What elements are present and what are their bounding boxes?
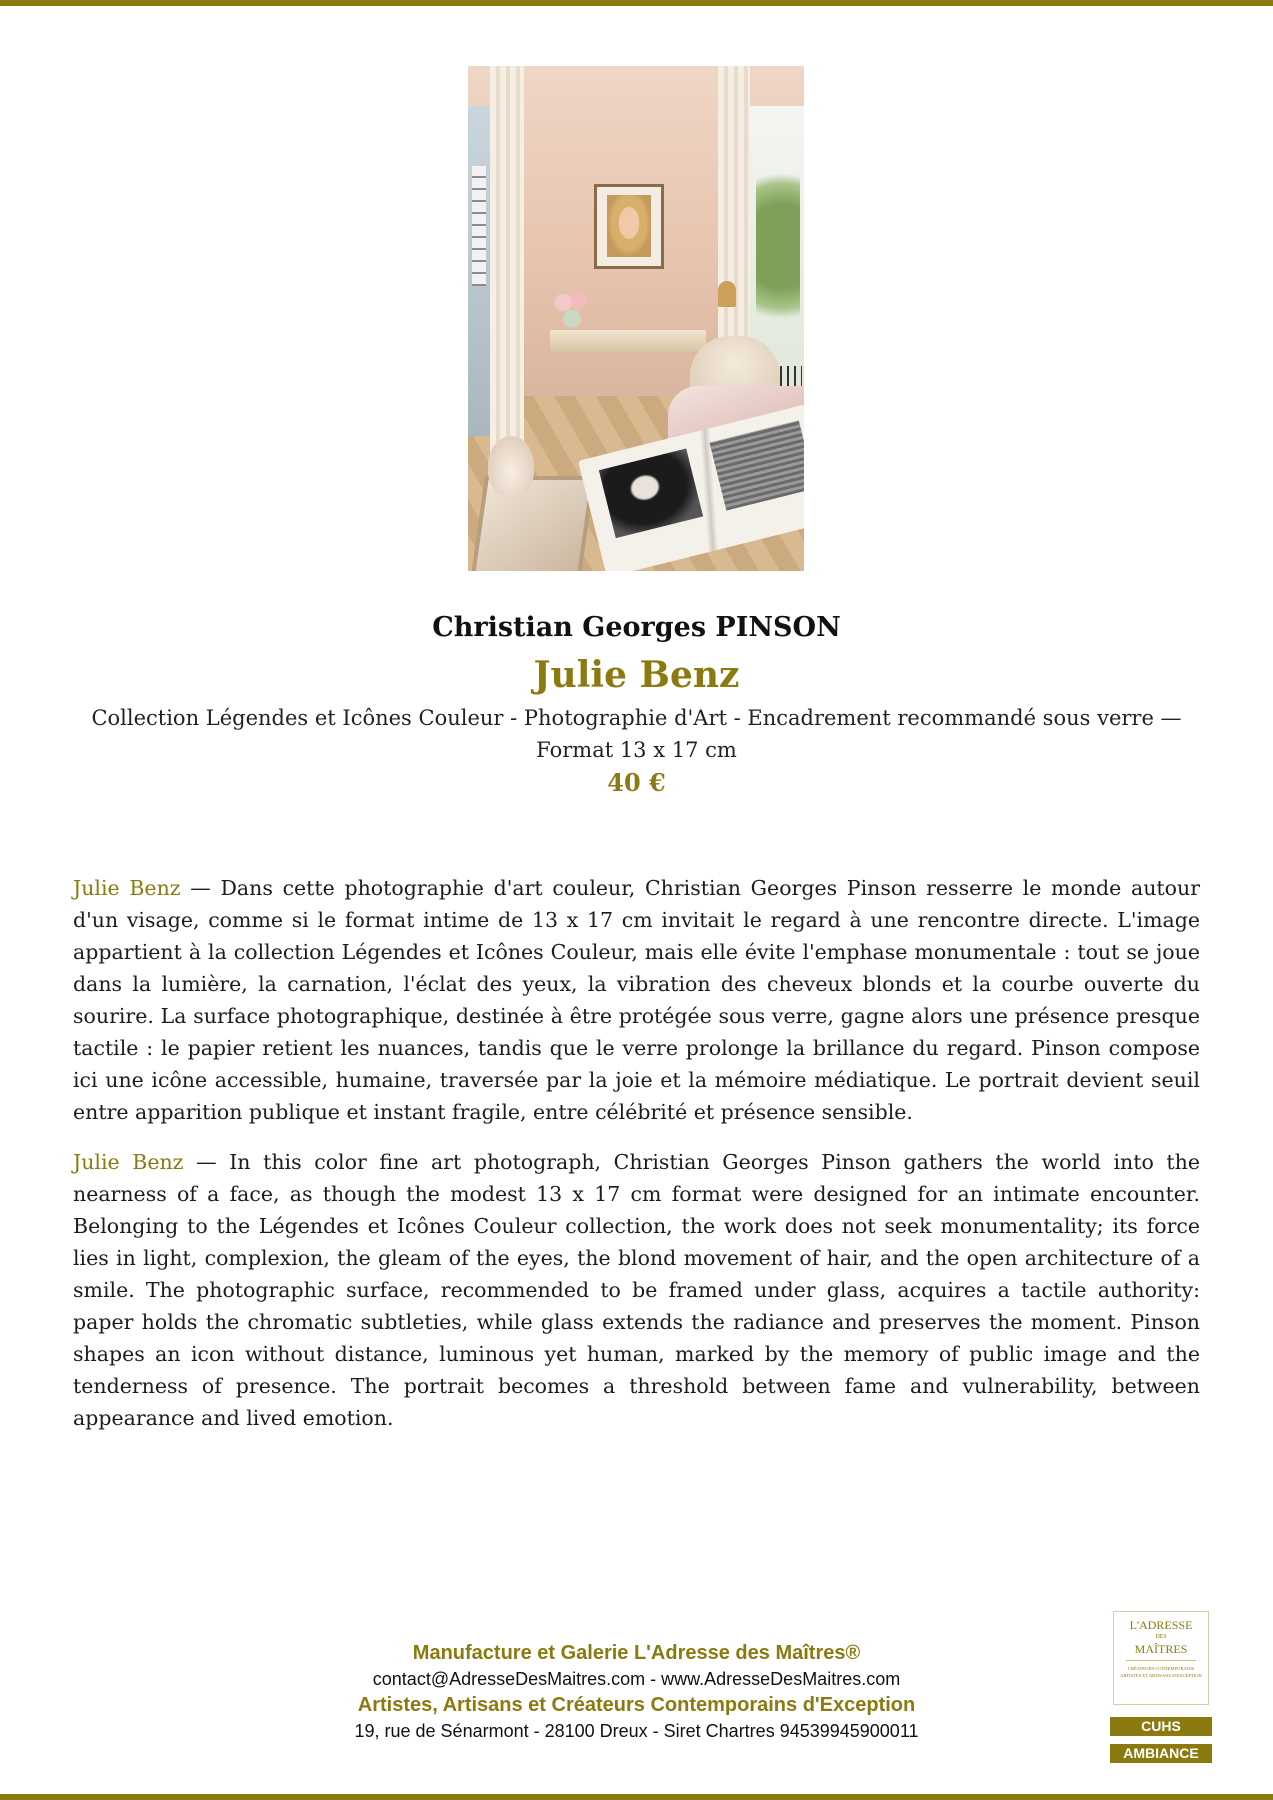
footer [240, 1640, 1033, 1744]
logo-line-4: CRÉATEURS CONTEMPORAINS ARTISTES ET ARTISANS D'EXCEPTION [1120, 1666, 1202, 1678]
photo-lamp [718, 281, 736, 307]
top-accent-bar [0, 0, 1273, 6]
footer-company: Manufacture et Galerie L'Adresse des Maîtres® [412, 1642, 861, 1664]
english-body-text: — In this color fine art photograph, Christian Georges Pinson gathers the world into the nearness of a face, as though the modest 13 x 17 cm format were designed for an intimate encounter. Belonging to the Légendes et Icônes Couleur collection, the work does not seek monumentality; its force lies in light, complexion, the gleam of the eyes, the blond movement of hair, and the open architecture of a smile. The photographic surface, recommended to be framed under glass, acquires a tactile authority: paper holds the chromatic subtleties, while glass extends the radiance and preserves the moment. Pinson shapes an icon without distance, luminous yet human, marked by the memory of public image and the tenderness of presence. The portrait becomes a threshold between fame and vulnerability, between appearance and lived emotion. [73, 1150, 1201, 1430]
english-name-accent: Julie Benz [73, 1150, 184, 1174]
photo-framed-portrait [594, 184, 664, 269]
artwork-title: Julie Benz [533, 654, 740, 696]
badge-ambiance: AMBIANCE [1110, 1744, 1212, 1763]
photo-curtain-left [490, 66, 524, 456]
description-french [73, 872, 1200, 1128]
artist-name: Christian Georges PINSON [432, 612, 841, 643]
brand-logo [1113, 1611, 1209, 1705]
french-name-accent: Julie Benz [73, 876, 181, 900]
photo-flowers [550, 284, 594, 330]
logo-line-1: L'ADRESSE [1129, 1618, 1193, 1632]
photo-window-left [468, 106, 490, 436]
logo-line-3: MAÎTRES [1134, 1642, 1188, 1656]
bottom-accent-bar [0, 1794, 1273, 1800]
photo-vase [488, 436, 534, 496]
logo-divider [1126, 1660, 1196, 1661]
footer-contact: contact@AdresseDesMaitres.com - www.AdresseDesMaitres.com [372, 1669, 901, 1689]
artwork-price: 40 € [607, 768, 666, 797]
photo-tray [471, 476, 595, 571]
artwork-description: Collection Légendes et Icônes Couleur - Photographie d'Art - Encadrement recommandé sous verre — Format 13 x 17 cm [91, 706, 1182, 762]
description-english [73, 1146, 1200, 1434]
french-body-text: — Dans cette photographie d'art couleur, Christian Georges Pinson resserre le monde autour d'un visage, comme si le format intime de 13 x 17 cm invitait le regard à une rencontre directe. L'image appartient à la collection Légendes et Icônes Couleur, mais elle évite l'emphase monumentale : tout se joue dans la lumière, la carnation, l'éclat des yeux, la vibration des cheveux blonds et la courbe ouverte du sourire. La surface photographique, destinée à être protégée sous verre, gagne alors une présence presque tactile : le papier retient les nuances, tandis que le verre prolonge la brillance du regard. Pinson compose ici une icône accessible, humaine, traversée par la joie et la mémoire médiatique. Le portrait devient seuil entre apparition publique et instant fragile, entre célébrité et présence sensible. [73, 876, 1201, 1124]
photo-shelf [550, 330, 706, 352]
badge-cuhs: CUHS [1110, 1717, 1212, 1736]
product-photo [468, 66, 804, 571]
logo-line-2: DES [1155, 1634, 1167, 1640]
footer-tagline: Artistes, Artisans et Créateurs Contemporains d'Exception [357, 1694, 916, 1716]
footer-address: 19, rue de Sénarmont - 28100 Dreux - Siret Chartres 94539945900011 [354, 1721, 919, 1741]
